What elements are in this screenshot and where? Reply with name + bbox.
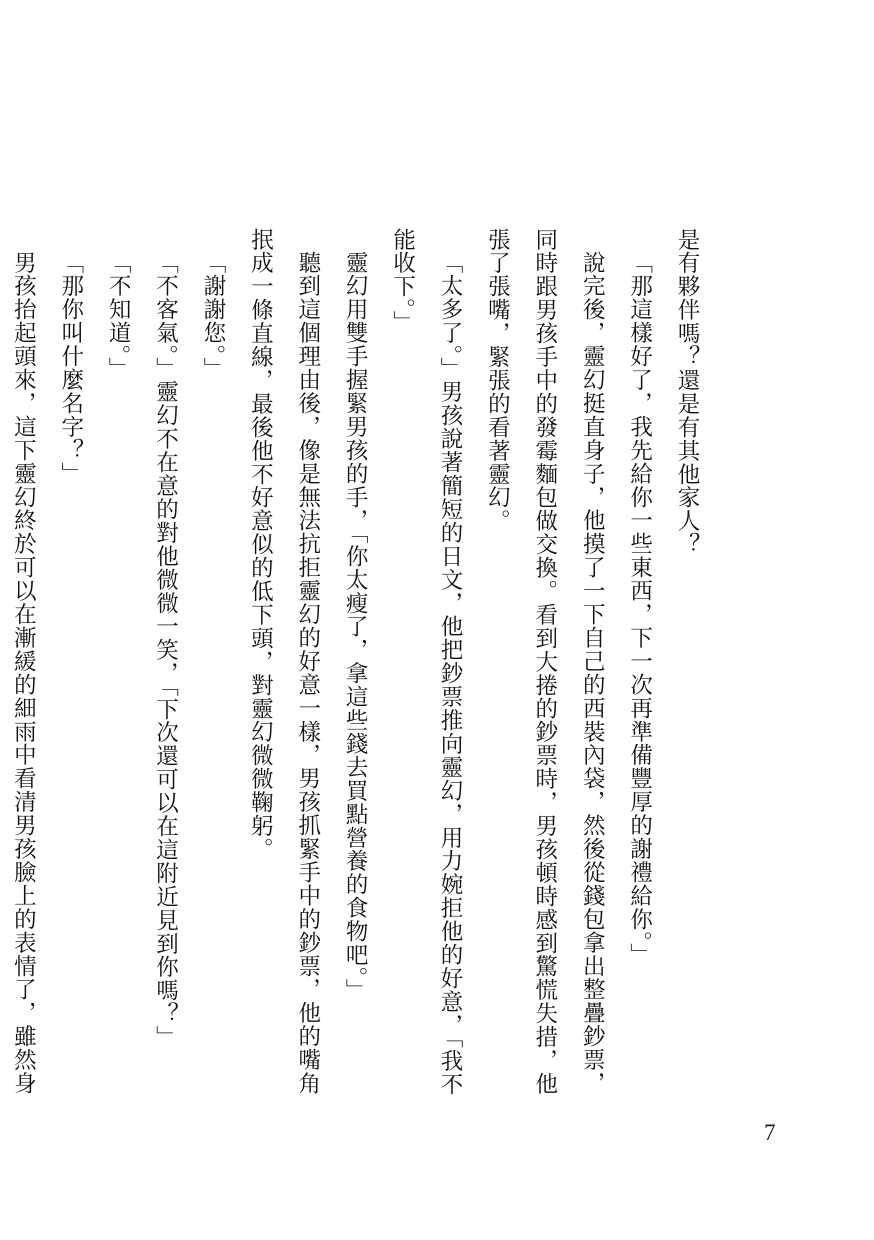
page-number: 7	[764, 1120, 776, 1145]
paragraph-2: 「那這樣好了，我先給你一些東西，下一次再準備豐厚的謝禮給你。」	[626, 250, 653, 967]
paragraph-10: 「那你叫什麼名字？」	[57, 250, 84, 485]
paragraph-7: 「謝謝您。」	[199, 250, 226, 380]
paragraph-1: 是有夥伴嗎？還是有其他家人？	[674, 228, 700, 557]
paragraph-9: 「不知道。」	[105, 250, 132, 380]
paragraph-6: 聽到這個理由後，像是無法抗拒靈幻的好意一樣，男孩抓緊手中的鈔票，他的嘴角抿成一條直線，最後他不好意似的低下頭，對靈幻微微鞠躬。	[247, 228, 321, 1095]
paragraph-3: 說完後，靈幻挺直身子，他摸了一下自己的西裝內袋，然後從錢包拿出整疊鈔票，同時跟男孩手中的發霉麵包做交換。看到大捲的鈔票時，男孩頓時感到驚慌失措，他張了張嘴，緊張的看著靈幻。	[484, 228, 606, 1096]
vertical-text-body	[0, 228, 710, 1098]
paragraph-11: 男孩抬起頭來，這下靈幻終於可以在漸緩的細雨中看清男孩臉上的表情了，雖然身	[10, 250, 37, 1095]
paragraph-4: 「太多了。」男孩說著簡短的日文，他把鈔票推向靈幻，用力婉拒他的好意，「我不能收下。」	[389, 228, 463, 1096]
paragraph-8: 「不客氣。」靈幻不在意的對他微微一笑，「下次還可以在這附近見到你嗎？」	[152, 250, 179, 1049]
paragraph-5: 靈幻用雙手握緊男孩的手，「你太瘦了，拿這些錢去買點營養的食物吧。」	[342, 250, 369, 1002]
